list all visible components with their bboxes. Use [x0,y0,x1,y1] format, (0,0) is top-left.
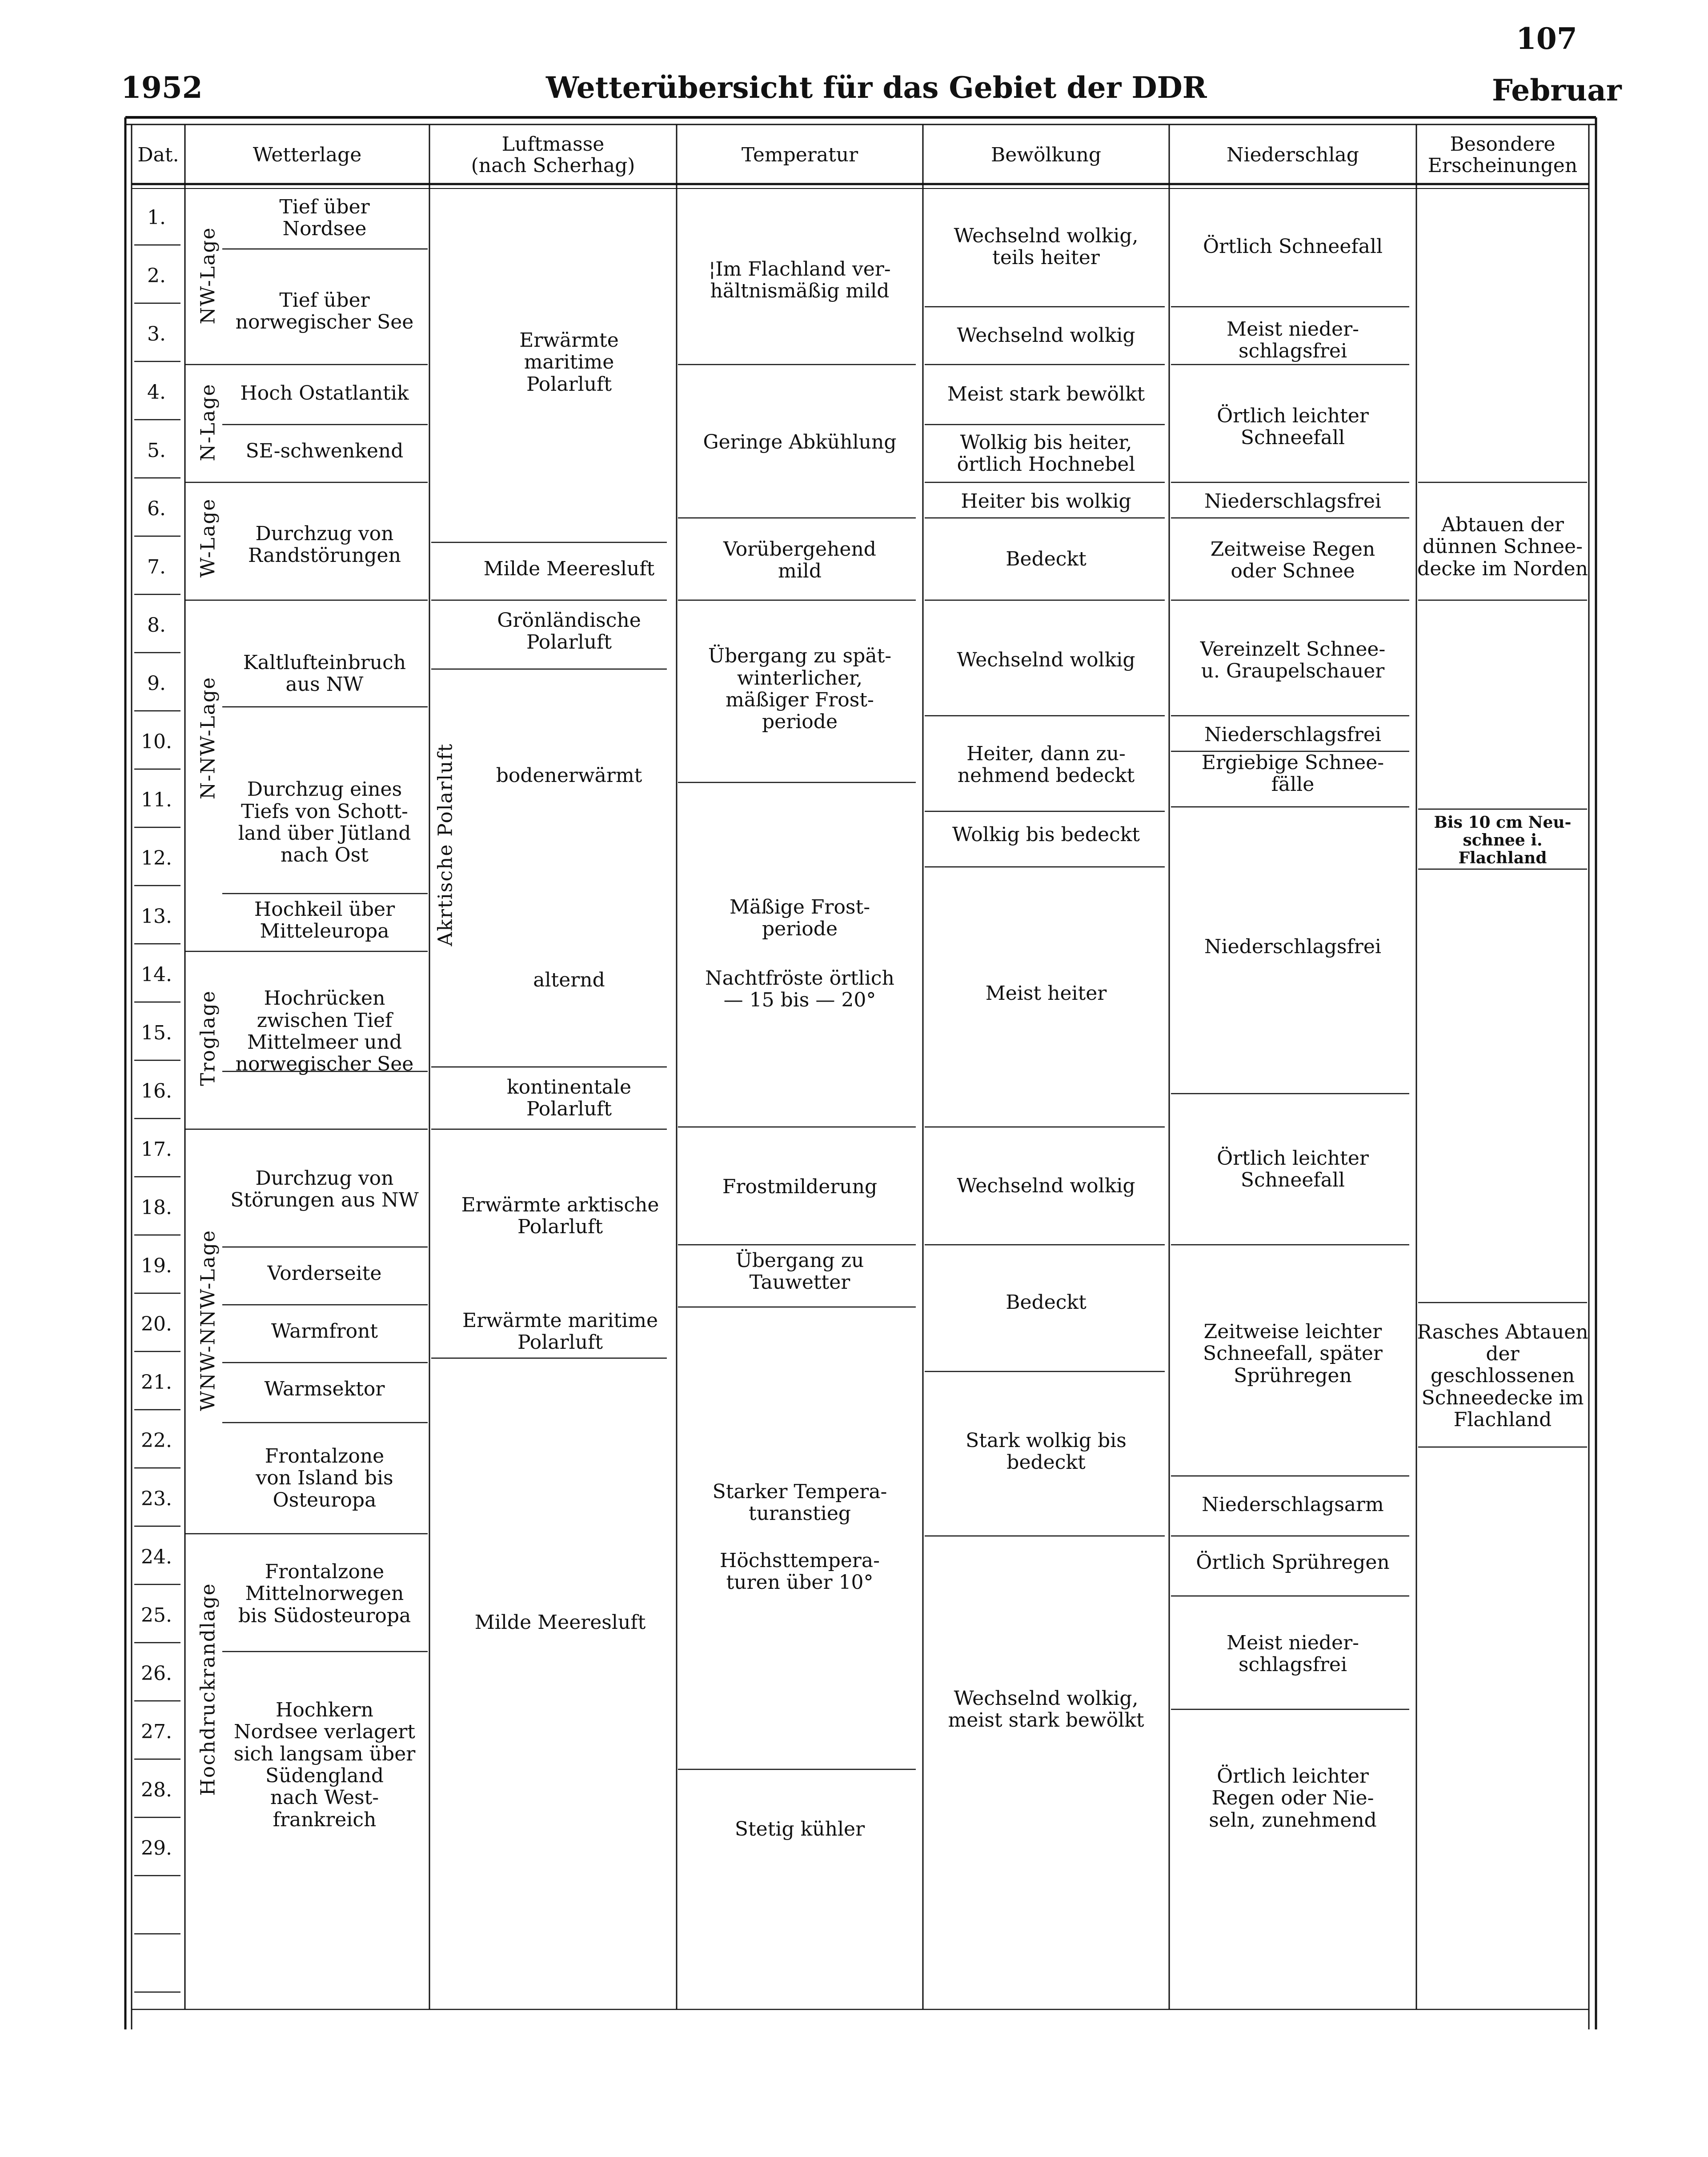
lage-wnw-nnw: WNW-NNW-Lage [196,1229,220,1411]
date-8: 8. [147,614,166,637]
lage-n: N-Lage [196,383,220,461]
wetterlage-4: SE-schwenkend [245,440,404,463]
niederschlag-4: Niederschlagsfrei [1204,490,1381,513]
date-26: 26. [141,1662,172,1685]
wetterlage-3: Hoch Ostatlantik [240,382,409,405]
date-6: 6. [147,497,166,520]
temperatur-11: Stetig kühler [734,1818,865,1841]
date-25: 25. [141,1604,172,1627]
temperatur-6: Nachtfröste örtlich — 15 bis — 20° [705,966,894,1011]
lage-w: W-Lage [196,498,220,578]
bewoelkung-5: Heiter bis wolkig [961,490,1131,513]
date-10: 10. [141,730,172,753]
date-5: 5. [147,439,166,462]
bewoelkung-11: Wechselnd wolkig [957,1175,1135,1198]
temperatur-2: Geringe Abkühlung [703,431,897,454]
lage-trog: Troglage [196,990,220,1086]
luftmasse-vertical: Akrtische Polarluft [434,743,457,946]
wetterlage-9: Hochrücken zwischen Tief Mittelmeer und norwegischer See [235,987,414,1076]
date-15: 15. [141,1022,172,1044]
niederschlag-9: Niederschlagsfrei [1204,935,1381,958]
month: Februar [1492,73,1622,108]
niederschlag-1: Örtlich Schneefall [1203,235,1383,258]
date-23: 23. [141,1487,172,1510]
bewoelkung-14: Wechselnd wolkig, meist stark bewölkt [948,1687,1144,1732]
luftmasse-9: Milde Meeresluft [474,1611,646,1634]
temperatur-5: Mäßige Frost- periode [729,895,870,940]
niederschlag-2: Meist nieder- schlagsfrei [1227,317,1359,362]
bewoelkung-12: Bedeckt [1006,1291,1087,1314]
page-number: 107 [1516,21,1577,56]
wetterlage-10: Durchzug von Störungen aus NW [230,1167,419,1211]
niederschlag-5: Zeitweise Regen oder Schnee [1210,537,1375,582]
col-header-niederschlag: Niederschlag [1227,144,1359,167]
wetterlage-8: Hochkeil über Mitteleuropa [254,898,395,942]
niederschlag-10: Örtlich leichter Schneefall [1217,1147,1369,1191]
wetterlage-12: Warmfront [271,1320,378,1343]
bewoelkung-13: Stark wolkig bis bedeckt [966,1429,1127,1474]
luftmasse-5: alternd [533,969,605,992]
besondere-2: Bis 10 cm Neu- schnee i. Flachland [1434,813,1572,868]
luftmasse-3: Grönländische Polarluft [497,609,641,654]
temperatur-4: Übergang zu spät- winterlicher, mäßiger Frost- periode [708,645,892,734]
niederschlag-15: Örtlich leichter Regen oder Nie- seln, zunehmend [1209,1765,1377,1832]
date-29: 29. [141,1837,172,1860]
wetterlage-14: Frontalzone von Island bis Osteuropa [256,1445,393,1512]
date-7: 7. [147,556,166,578]
niederschlag-7: Niederschlagsfrei [1204,723,1381,746]
luftmasse-2: Milde Meeresluft [483,557,655,581]
luftmasse-6: kontinentale Polarluft [507,1075,631,1120]
bewoelkung-2: Wechselnd wolkig [957,324,1135,347]
year: 1952 [121,70,203,105]
date-13: 13. [141,905,172,928]
date-24: 24. [141,1546,172,1568]
bewoelkung-6: Bedeckt [1006,548,1087,571]
date-27: 27. [141,1720,172,1743]
date-11: 11. [141,789,172,811]
col-header-wetterlage: Wetterlage [253,144,362,167]
wetterlage-16: Hochkern Nordsee verlagert sich langsam über Südengland nach West- frankreich [233,1699,416,1831]
lage-nw: NW-Lage [196,227,220,325]
wetterlage-13: Warmsektor [264,1378,385,1401]
niederschlag-3: Örtlich leichter Schneefall [1217,404,1369,449]
wetterlage-11: Vorderseite [267,1262,382,1285]
besondere-3: Rasches Abtauen der geschlossenen Schneedecke im Flachland [1417,1320,1588,1431]
wetterlage-5: Durchzug von Randstörungen [248,522,401,567]
lage-n-nw: N-NW-Lage [196,676,220,800]
page-title: Wetterübersicht für das Gebiet der DDR [546,70,1207,105]
niederschlag-11: Zeitweise leichter Schneefall, später Sprühregen [1203,1320,1383,1387]
temperatur-1: ¦Im Flachland ver- hältnismäßig mild [709,257,891,302]
date-14: 14. [141,963,172,986]
bewoelkung-9: Wolkig bis bedeckt [952,823,1140,846]
date-18: 18. [141,1196,172,1219]
bewoelkung-10: Meist heiter [985,982,1107,1005]
wetterlage-2: Tief über norwegischer See [235,289,414,333]
temperatur-9: Starker Tempera- turanstieg [712,1480,887,1525]
date-12: 12. [141,847,172,870]
col-header-bewoelkung: Bewölkung [990,144,1102,167]
bewoelkung-4: Wolkig bis heiter, örtlich Hochnebel [957,431,1135,476]
wetterlage-15: Frontalzone Mittelnorwegen bis Südosteuropa [238,1560,411,1627]
date-9: 9. [147,672,166,695]
col-header-besondere: Besondere Erscheinungen [1427,133,1578,177]
bewoelkung-1: Wechselnd wolkig, teils heiter [954,224,1139,269]
wetterlage-6: Kaltlufteinbruch aus NW [243,651,406,696]
temperatur-10: Höchsttempera- turen über 10° [720,1549,880,1594]
besondere-1: Abtauen der dünnen Schnee- decke im Norden [1417,513,1588,580]
niederschlag-8: Ergiebige Schnee- fälle [1201,751,1384,796]
date-21: 21. [141,1371,172,1394]
niederschlag-6: Vereinzelt Schnee- u. Graupelschauer [1200,637,1386,682]
temperatur-8: Übergang zu Tauwetter [735,1249,864,1294]
date-20: 20. [141,1313,172,1335]
date-19: 19. [141,1255,172,1277]
date-4: 4. [147,381,166,404]
bewoelkung-3: Meist stark bewölkt [947,383,1145,406]
niederschlag-13: Örtlich Sprühregen [1196,1551,1390,1574]
date-1: 1. [147,206,166,229]
niederschlag-14: Meist nieder- schlagsfrei [1227,1631,1359,1676]
col-header-dat: Dat. [137,144,179,167]
date-3: 3. [147,323,166,345]
col-header-temperatur: Temperatur [741,144,858,167]
bewoelkung-8: Heiter, dann zu- nehmend bedeckt [957,742,1135,787]
bewoelkung-7: Wechselnd wolkig [957,649,1135,672]
wetterlage-7: Durchzug eines Tiefs von Schott- land über Jütland nach Ost [238,778,411,867]
date-28: 28. [141,1779,172,1801]
temperatur-3: Vorübergehend mild [723,537,876,582]
lage-hochdruckrand: Hochdruckrandlage [196,1583,220,1796]
date-2: 2. [147,265,166,287]
wetterlage-1: Tief über Nordsee [279,195,370,240]
date-16: 16. [141,1080,172,1103]
niederschlag-12: Niederschlagsarm [1202,1493,1384,1516]
date-22: 22. [141,1429,172,1452]
col-header-luftmasse: Luftmasse (nach Scherhag) [471,133,635,177]
luftmasse-4: bodenerwärmt [496,764,642,787]
luftmasse-8: Erwärmte maritime Polarluft [462,1309,658,1354]
temperatur-7: Frostmilderung [722,1175,878,1199]
luftmasse-1: Erwärmte maritime Polarluft [519,329,619,396]
luftmasse-7: Erwärmte arktische Polarluft [461,1193,659,1238]
date-17: 17. [141,1138,172,1161]
